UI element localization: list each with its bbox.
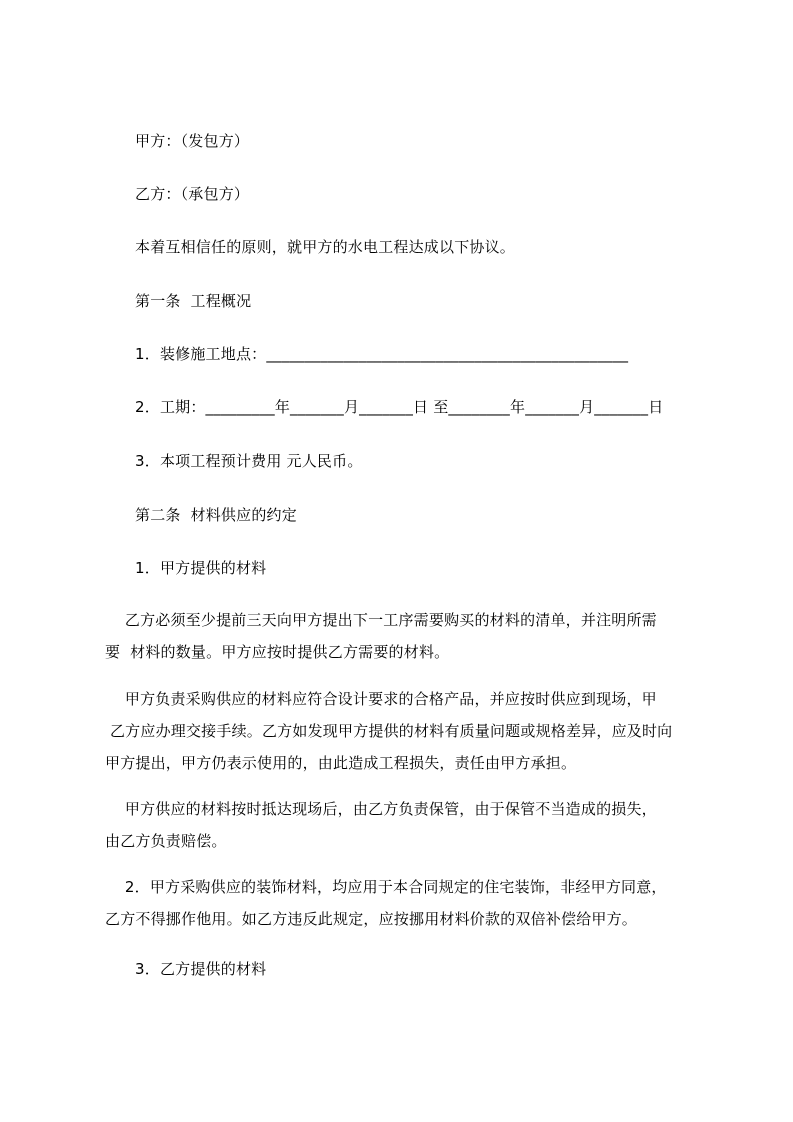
party-a-line: 甲方：（发包方） xyxy=(135,132,250,150)
paragraph-line: 2．甲方采购供应的装饰材料，均应用于本合同规定的住宅装饰，非经甲方同意， xyxy=(105,878,667,896)
materials-quality-paragraph xyxy=(105,683,703,779)
cost-line: 3．本项工程预计费用 元人民币。 xyxy=(135,452,363,470)
paragraph-line: 甲方提出，甲方仍表示使用的，由此造成工程损失，责任由甲方承担。 xyxy=(105,754,577,772)
paragraph-line: 甲方供应的材料按时抵达现场后，由乙方负责保管，由于保管不当造成的损失， xyxy=(105,800,657,818)
paragraph-line: 乙方不得挪作他用。如乙方违反此规定，应按挪用材料价款的双倍补偿给甲方。 xyxy=(105,910,638,928)
article1-title: 第一条 工程概况 xyxy=(135,292,252,310)
site-address-line: 1．装修施工地点：_______________________________________________ xyxy=(135,345,629,363)
article2-title: 第二条 材料供应的约定 xyxy=(135,506,297,524)
schedule-line: 2．工期：_________年_______月_______日 至________年_______月_______日 xyxy=(135,398,664,416)
paragraph-line: 由乙方负责赔偿。 xyxy=(105,832,227,850)
materials-list-paragraph xyxy=(105,604,703,668)
materials-custody-paragraph xyxy=(105,793,703,857)
paragraph-line: 乙方应办理交接手续。乙方如发现甲方提供的材料有质量问题或规格差异，应及时向 xyxy=(105,722,673,740)
party-b-materials-title: 3．乙方提供的材料 xyxy=(135,960,267,978)
preamble-line: 本着互相信任的原则，就甲方的水电工程达成以下协议。 xyxy=(135,238,516,256)
party-b-line: 乙方：（承包方） xyxy=(135,185,250,203)
paragraph-line: 乙方必须至少提前三天向甲方提出下一工序需要购买的材料的清单，并注明所需 xyxy=(105,611,657,629)
party-a-materials-title: 1．甲方提供的材料 xyxy=(135,559,267,577)
materials-usage-paragraph xyxy=(105,871,703,935)
paragraph-line: 要 材料的数量。甲方应按时提供乙方需要的材料。 xyxy=(105,643,450,661)
paragraph-line: 甲方负责采购供应的材料应符合设计要求的合格产品，并应按时供应到现场，甲 xyxy=(105,690,657,708)
